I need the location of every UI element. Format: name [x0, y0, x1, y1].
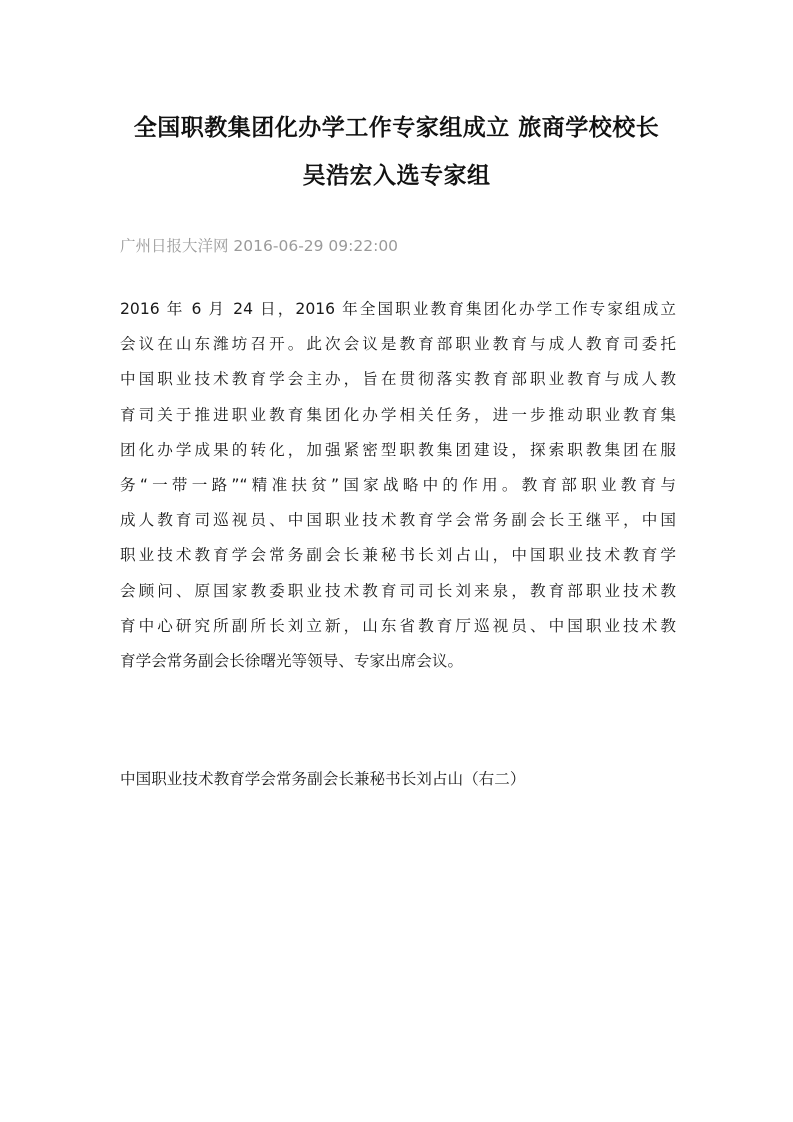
body-line: 育司关于推进职业教育集团化办学相关任务，进一步推动职业教育集 [120, 405, 676, 424]
article-byline: 广州日报大洋网 2016-06-29 09:22:00 [120, 237, 399, 255]
body-line: 育学会常务副会长徐曙光等领导、专家出席会议。 [120, 652, 464, 671]
body-line: 会顾问、原国家教委职业技术教育司司长刘来泉，教育部职业技术教 [120, 581, 676, 600]
photo-caption: 中国职业技术教育学会常务副会长兼秘书长刘占山（右二） [120, 770, 526, 788]
body-line: 成人教育司巡视员、中国职业技术教育学会常务副会长王继平，中国 [120, 511, 676, 530]
article-title-line-1: 全国职教集团化办学工作专家组成立 旅商学校校长 [133, 114, 660, 141]
body-line: 中国职业技术教育学会主办，旨在贯彻落实教育部职业教育与成人教 [120, 370, 676, 389]
article-title [110, 104, 683, 200]
article-body [120, 292, 676, 679]
body-line: 会议在山东潍坊召开。此次会议是教育部职业教育与成人教育司委托 [120, 335, 676, 354]
body-line: 育中心研究所副所长刘立新，山东省教育厅巡视员、中国职业技术教 [120, 616, 676, 635]
body-line: 团化办学成果的转化，加强紧密型职教集团建设，探索职教集团在服 [120, 440, 676, 459]
body-line: 职业技术教育学会常务副会长兼秘书长刘占山，中国职业技术教育学 [120, 546, 676, 565]
body-line: 2016 年 6 月 24 日，2016 年全国职业教育集团化办学工作专家组成立 [120, 300, 676, 318]
article-title-line-2: 吴浩宏入选专家组 [302, 162, 491, 189]
body-line: 务“一带一路”“精准扶贫”国家战略中的作用。教育部职业教育与 [120, 476, 676, 495]
